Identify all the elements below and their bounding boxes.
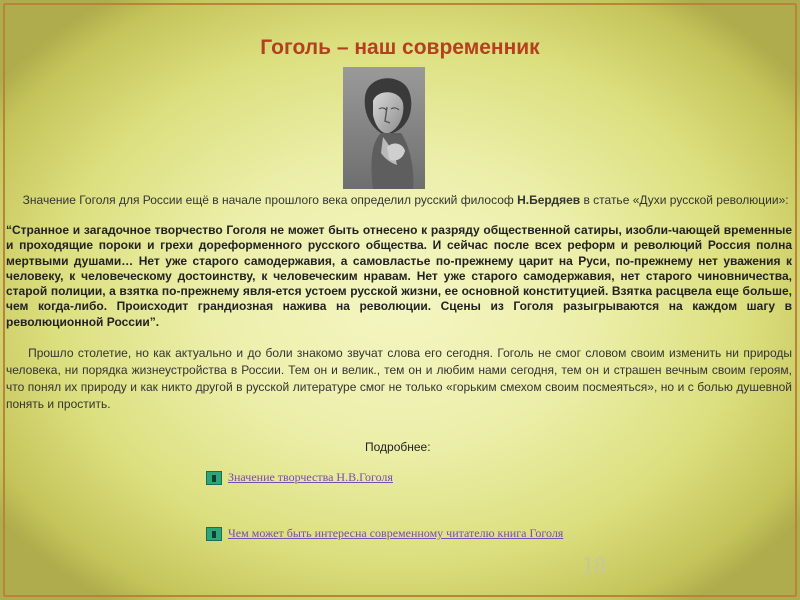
intro-author: Н.Бердяев (517, 193, 581, 207)
intro-text (6, 193, 792, 207)
berdyaev-quote: “Странное и загадочное творчество Гоголя не может быть отнесено к разряду общественной сатиры, изобли-чающей временные и проходящие пороки и грехи дореформенного русского общества. И сейчас после всех реформ и революций Россия полна мертвыми душами… Нет уже старого самодержавия, а самовластье по-прежнему царит на Руси, по-прежнему нет уважения к человеку, к человеческому достоинству, к человеческим нравам. Нет уже старого самодержавия, нет старого чиновничества, старой полиции, а взятка по-прежнему явля-ется устоем русской жизни, ее основной конституцией. Взятка расцвела еще больше, чем когда-либо. Происходит грандиозная нажива на революции. Сцены из Гоголя разыгрываются на каждом шагу в революционной России”. (6, 223, 792, 329)
slide-title: Гоголь – наш современник (260, 36, 540, 59)
link-row-1[interactable] (206, 470, 393, 485)
more-label: Подробнее: (365, 440, 431, 454)
page-number: 18 (582, 553, 606, 579)
closing-paragraph (6, 345, 792, 413)
closing-paragraph-text: Прошло столетие, но как актуально и до боли знакомо звучат слова его сегодня. Гоголь не смог словом своим изменить ни природы человека, ни порядка жизнеустройства в России. Тем он и велик., тем он и любим нами сегодня, тем он и страшен вечным своим героям, что понял их природу и как никто другой в русской литературе смог не только «горьким смехом своим посмеяться», но и с болью душевной понять и простить. (6, 346, 793, 411)
gogol-portrait-image (343, 67, 425, 189)
link-gogol-book-interest[interactable]: Чем может быть интересна современному читателю книга Гоголя (228, 526, 564, 540)
document-icon (206, 471, 222, 485)
intro-lead: Значение Гоголя для России ещё в начале прошлого века определил русский философ (22, 193, 518, 207)
document-icon (206, 527, 222, 541)
link-row-2[interactable] (206, 526, 563, 541)
link-gogol-significance[interactable]: Значение творчества Н.В.Гоголя (228, 470, 393, 484)
intro-tail: в статье «Духи русской революции»: (580, 193, 789, 207)
